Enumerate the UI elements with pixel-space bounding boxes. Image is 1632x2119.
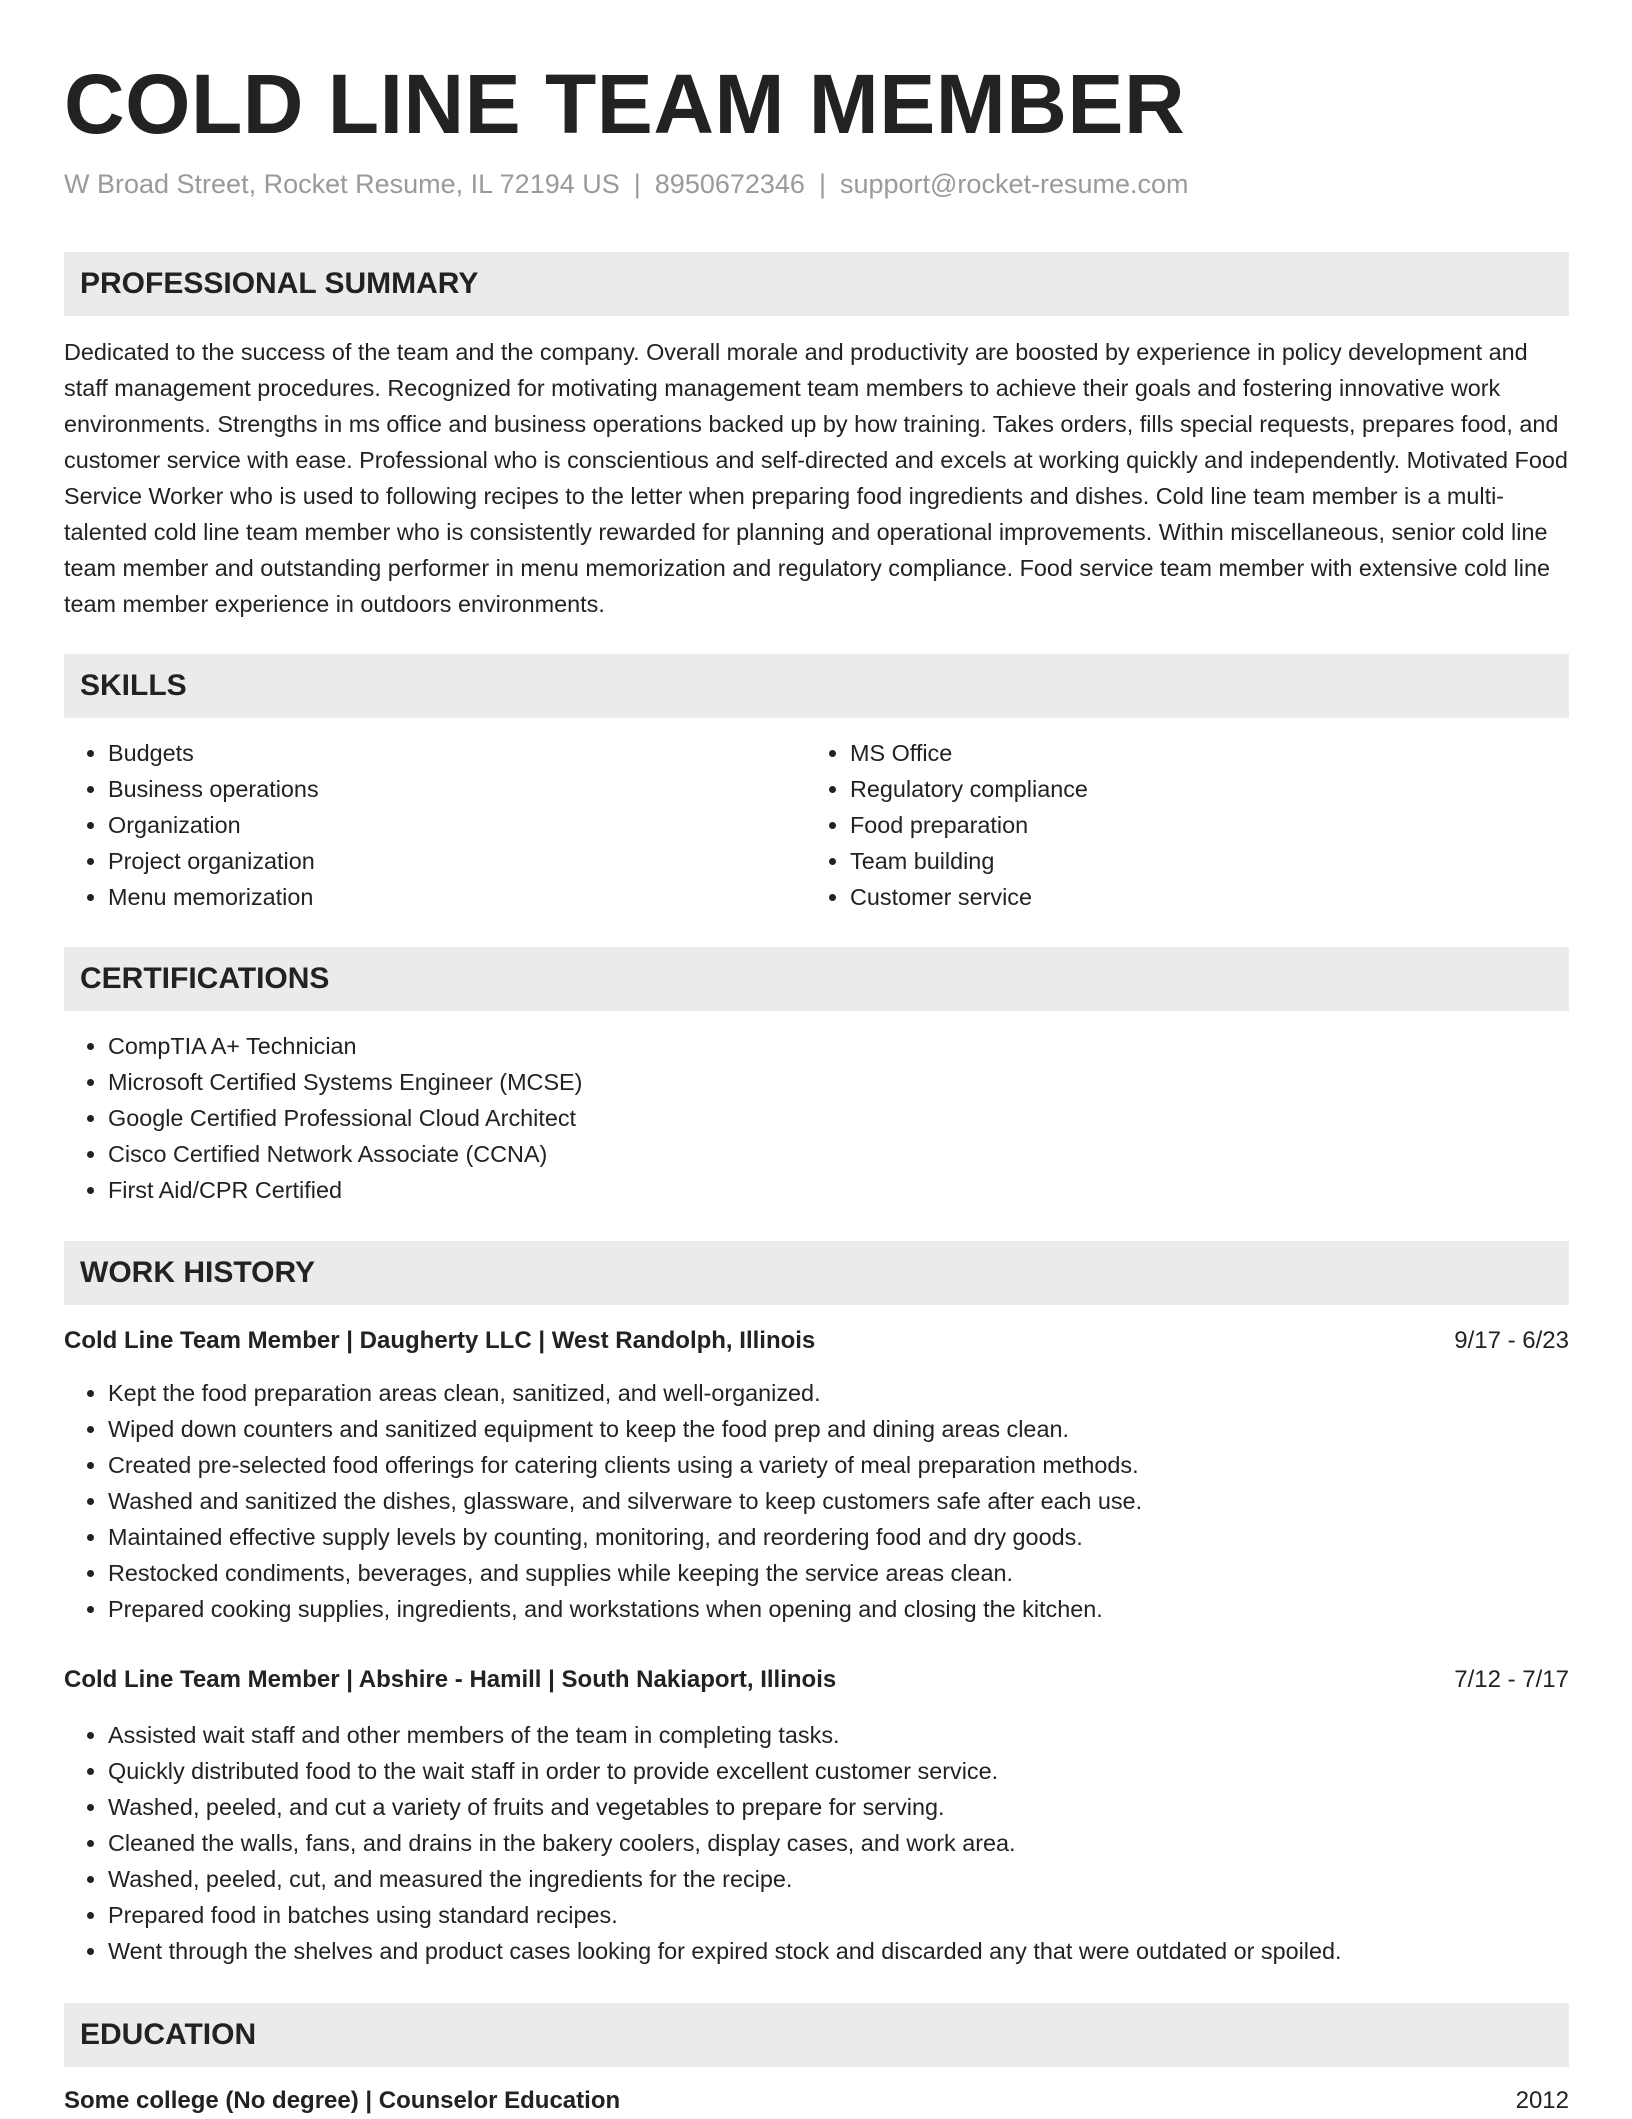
job-bullets (64, 1717, 1342, 1969)
certifications-section-title: CERTIFICATIONS (80, 962, 330, 995)
certification-item: • CompTIA A+ Technician (108, 1028, 582, 1064)
job-bullet: • Maintained effective supply levels by counting, monitoring, and reordering food and dry goods. (108, 1519, 1142, 1555)
education-dates: 2012 (1515, 2087, 1569, 2114)
skill-item: • Menu memorization (108, 879, 319, 915)
skill-item: • Regulatory compliance (850, 771, 1088, 807)
job-bullet: • Kept the food preparation areas clean, sanitized, and well-organized. (108, 1375, 1142, 1411)
education-title: Some college (No degree) | Counselor Education (64, 2087, 621, 2114)
job-bullet: • Washed, peeled, cut, and measured the ingredients for the recipe. (108, 1861, 1342, 1897)
skill-item: • Organization (108, 807, 319, 843)
education-section-header (64, 2003, 1569, 2067)
job-dates: 9/17 - 6/23 (1454, 1327, 1569, 1354)
certification-item: • First Aid/CPR Certified (108, 1172, 582, 1208)
skills-section-header (64, 654, 1569, 718)
certification-item: • Microsoft Certified Systems Engineer (MCSE) (108, 1064, 582, 1100)
job-bullet: • Quickly distributed food to the wait staff in order to provide excellent customer service. (108, 1753, 1342, 1789)
job-bullet: • Prepared food in batches using standard recipes. (108, 1897, 1342, 1933)
summary-text: Dedicated to the success of the team and the company. Overall morale and productivity are boosted by experience in policy development and staff management procedures. Recognized for motivating management team members to achieve their goals and fostering innovative work environments. Strengths in ms office and business operations backed up by how training. Takes orders, fills special requests, prepares food, and customer service with ease. Professional who is conscientious and self-directed and excels at working quickly and independently. Motivated Food Service Worker who is used to following recipes to the letter when preparing food ingredients and dishes. Cold line team member is a multi-talented cold line team member who is consistently rewarded for planning and operational improvements. Within miscellaneous, senior cold line team member and outstanding performer in menu memorization and regulatory compliance. Food service team member with extensive cold line team member experience in outdoors environments. (64, 339, 1568, 617)
education-heading-row (64, 2083, 1569, 2119)
skill-item: • Customer service (850, 879, 1088, 915)
contact-phone: 8950672346 (654, 169, 805, 199)
job-bullet: • Created pre-selected food offerings for catering clients using a variety of meal preparation methods. (108, 1447, 1142, 1483)
skill-item: • Team building (850, 843, 1088, 879)
summary-section-header (64, 252, 1569, 316)
certifications-section-header (64, 947, 1569, 1011)
skill-item: • Project organization (108, 843, 319, 879)
contact-line (64, 166, 1189, 202)
skill-item: • Business operations (108, 771, 319, 807)
work-history-section-title: WORK HISTORY (80, 1256, 316, 1289)
job-dates: 7/12 - 7/17 (1454, 1666, 1569, 1693)
job-bullet: • Assisted wait staff and other members of the team in completing tasks. (108, 1717, 1342, 1753)
job-bullet: • Restocked condiments, beverages, and supplies while keeping the service areas clean. (108, 1555, 1142, 1591)
summary-section-title: PROFESSIONAL SUMMARY (80, 267, 479, 300)
skill-item: • MS Office (850, 735, 1088, 771)
contact-separator: | (818, 169, 826, 199)
job-bullet: • Prepared cooking supplies, ingredients, and workstations when opening and closing the kitchen. (108, 1591, 1142, 1627)
skills-list-left (64, 735, 319, 915)
contact-email: support@rocket-resume.com (839, 169, 1189, 199)
job-bullet: • Wiped down counters and sanitized equipment to keep the food prep and dining areas clean. (108, 1411, 1142, 1447)
skill-item: • Food preparation (850, 807, 1088, 843)
certifications-list (64, 1028, 582, 1208)
job-bullet: • Washed and sanitized the dishes, glassware, and silverware to keep customers safe after each use. (108, 1483, 1142, 1519)
contact-address: W Broad Street, Rocket Resume, IL 72194 US (64, 169, 620, 199)
job-heading-row (64, 1323, 1569, 1359)
certification-item: • Cisco Certified Network Associate (CCNA) (108, 1136, 582, 1172)
contact-separator: | (633, 169, 641, 199)
job-title: Cold Line Team Member | Abshire - Hamill | South Nakiaport, Illinois (64, 1666, 837, 1693)
work-history-section-header (64, 1241, 1569, 1305)
job-bullet: • Washed, peeled, and cut a variety of fruits and vegetables to prepare for serving. (108, 1789, 1342, 1825)
education-section-title: EDUCATION (80, 2018, 257, 2051)
job-title: Cold Line Team Member | Daugherty LLC | West Randolph, Illinois (64, 1327, 816, 1354)
candidate-name: COLD LINE TEAM MEMBER (64, 57, 1186, 151)
job-bullet: • Went through the shelves and product cases looking for expired stock and discarded any that were outdated or spoiled. (108, 1933, 1342, 1969)
job-bullets (64, 1375, 1142, 1627)
certification-item: • Google Certified Professional Cloud Architect (108, 1100, 582, 1136)
skills-list-right (806, 735, 1088, 915)
skills-section-title: SKILLS (80, 669, 187, 702)
job-bullet: • Cleaned the walls, fans, and drains in the bakery coolers, display cases, and work area. (108, 1825, 1342, 1861)
job-heading-row (64, 1662, 1569, 1698)
skill-item: • Budgets (108, 735, 319, 771)
